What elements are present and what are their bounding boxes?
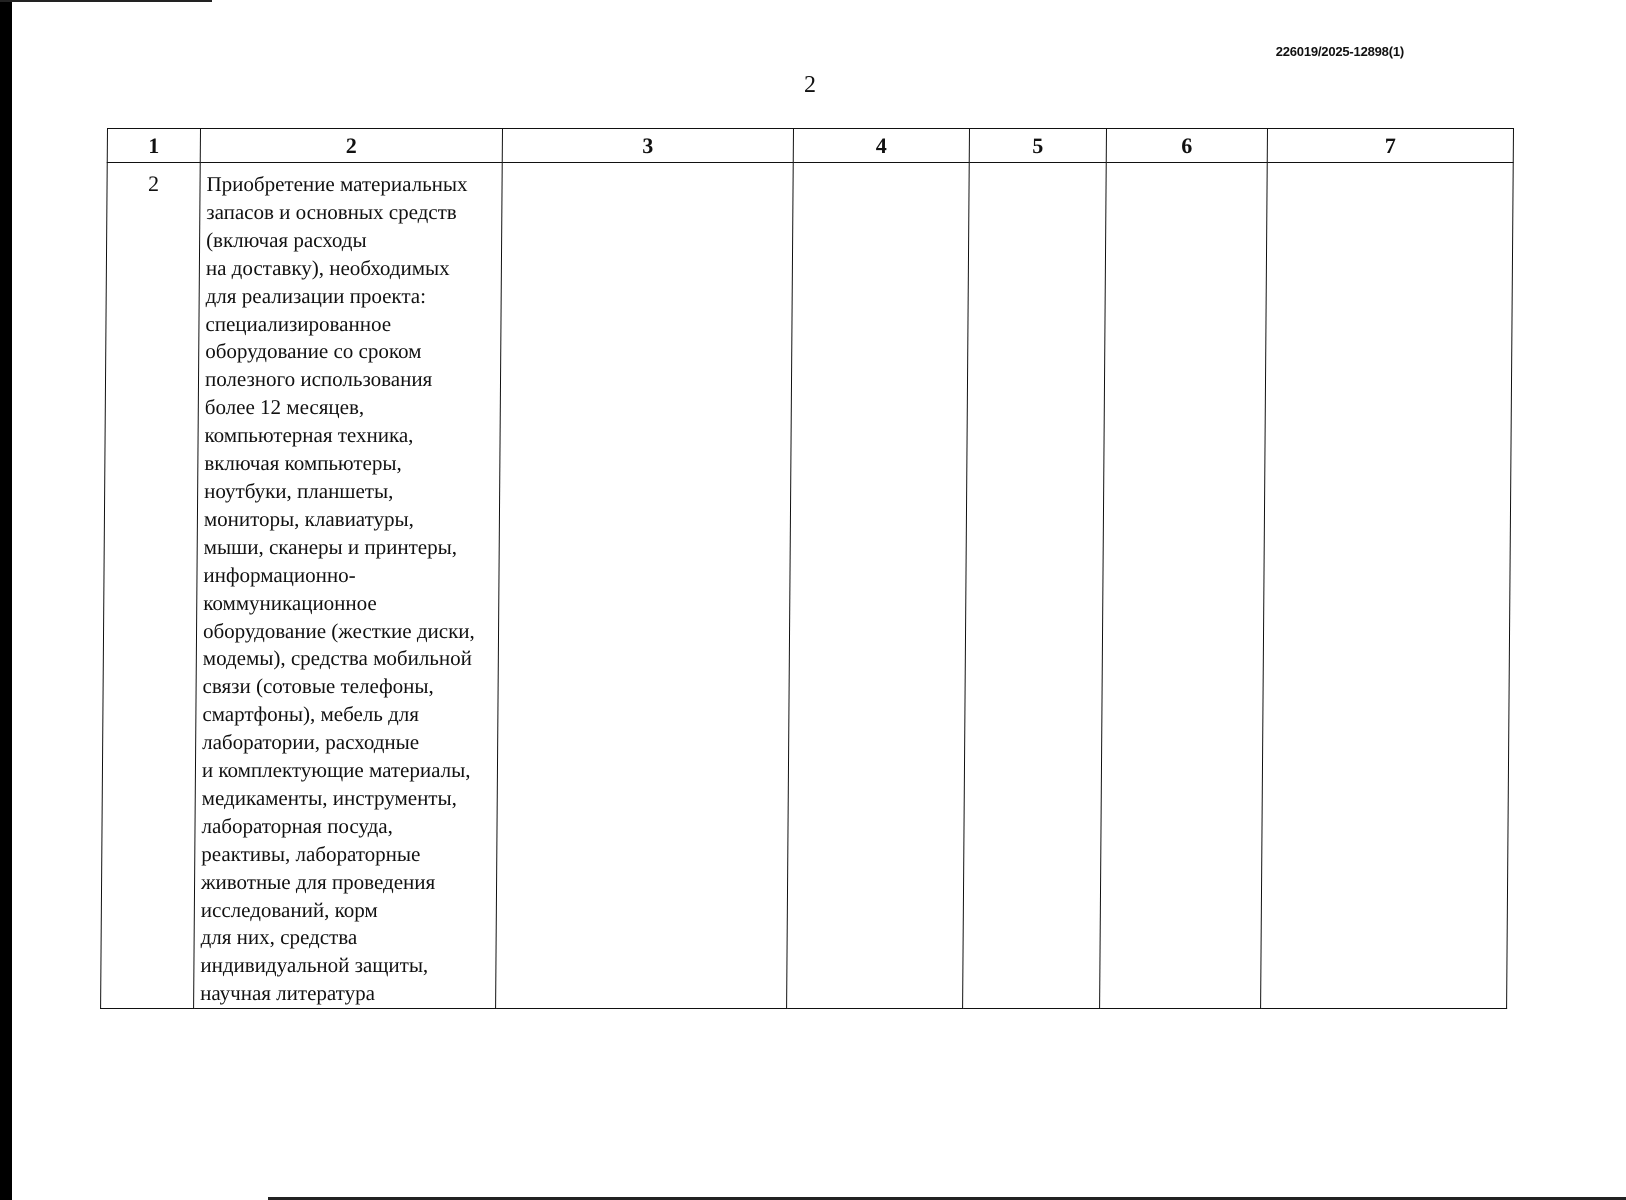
row-cell-3 (496, 163, 794, 1009)
column-header-7: 7 (1267, 129, 1513, 163)
column-header-3: 3 (502, 129, 793, 163)
description-line: включая компьютеры, (204, 451, 402, 476)
table-row (101, 163, 1514, 1009)
document-table (100, 128, 1514, 1009)
description-line: лаборатории, расходные (202, 730, 420, 755)
description-line: оборудование (жесткие диски, (202, 618, 475, 643)
scan-edge-left (0, 0, 12, 1200)
description-line: связи (сотовые телефоны, (202, 674, 434, 699)
description-line: модемы), средства мобильной (202, 646, 473, 671)
description-line: более 12 месяцев, (204, 395, 365, 420)
description-line: (включая расходы (206, 227, 367, 252)
description-line: мониторы, клавиатуры, (203, 506, 415, 531)
column-header-6: 6 (1106, 129, 1267, 163)
description-line: специализированное (205, 311, 392, 336)
row-number-cell: 2 (101, 163, 201, 1009)
scan-edge-top (0, 0, 212, 2)
description-line: научная литература (200, 981, 376, 1006)
description-line: и комплектующие материалы, (201, 758, 471, 783)
description-line: для реализации проекта: (205, 283, 427, 308)
description-line: исследований, корм (200, 897, 378, 922)
description-line: индивидуальной защиты, (200, 953, 429, 978)
column-header-1: 1 (107, 129, 200, 163)
description-line: Приобретение материальных (206, 172, 468, 196)
description-line: лабораторная посуда, (201, 813, 393, 838)
description-line: мыши, сканеры и принтеры, (203, 534, 458, 559)
description-line: информационно- (203, 562, 356, 587)
row-cell-4 (787, 163, 970, 1009)
page-number: 2 (804, 72, 816, 98)
description-line: оборудование со сроком (205, 339, 422, 364)
row-description-cell (194, 163, 503, 1009)
column-header-5: 5 (969, 129, 1106, 163)
description-line: реактивы, лабораторные (201, 841, 421, 866)
row-cell-7 (1261, 163, 1514, 1009)
description-line: медикаменты, инструменты, (201, 785, 458, 810)
description-line: полезного использования (204, 367, 433, 392)
description-line: запасов и основных средств (206, 199, 457, 224)
table-header-row (107, 129, 1513, 163)
description-line: компьютерная техника, (204, 423, 414, 448)
description-line: коммуникационное (203, 590, 377, 615)
row-cell-6 (1100, 163, 1268, 1009)
column-header-2: 2 (200, 129, 502, 163)
column-header-4: 4 (793, 129, 969, 163)
description-line: животные для проведения (200, 869, 436, 894)
description-line: для них, средства (200, 925, 358, 950)
description-line: смартфоны), мебель для (202, 702, 420, 727)
row-cell-5 (963, 163, 1107, 1009)
description-line: на доставку), необходимых (205, 255, 450, 280)
description-line: ноутбуки, планшеты, (204, 478, 394, 503)
document-number: 226019/2025-12898(1) (1275, 44, 1404, 59)
